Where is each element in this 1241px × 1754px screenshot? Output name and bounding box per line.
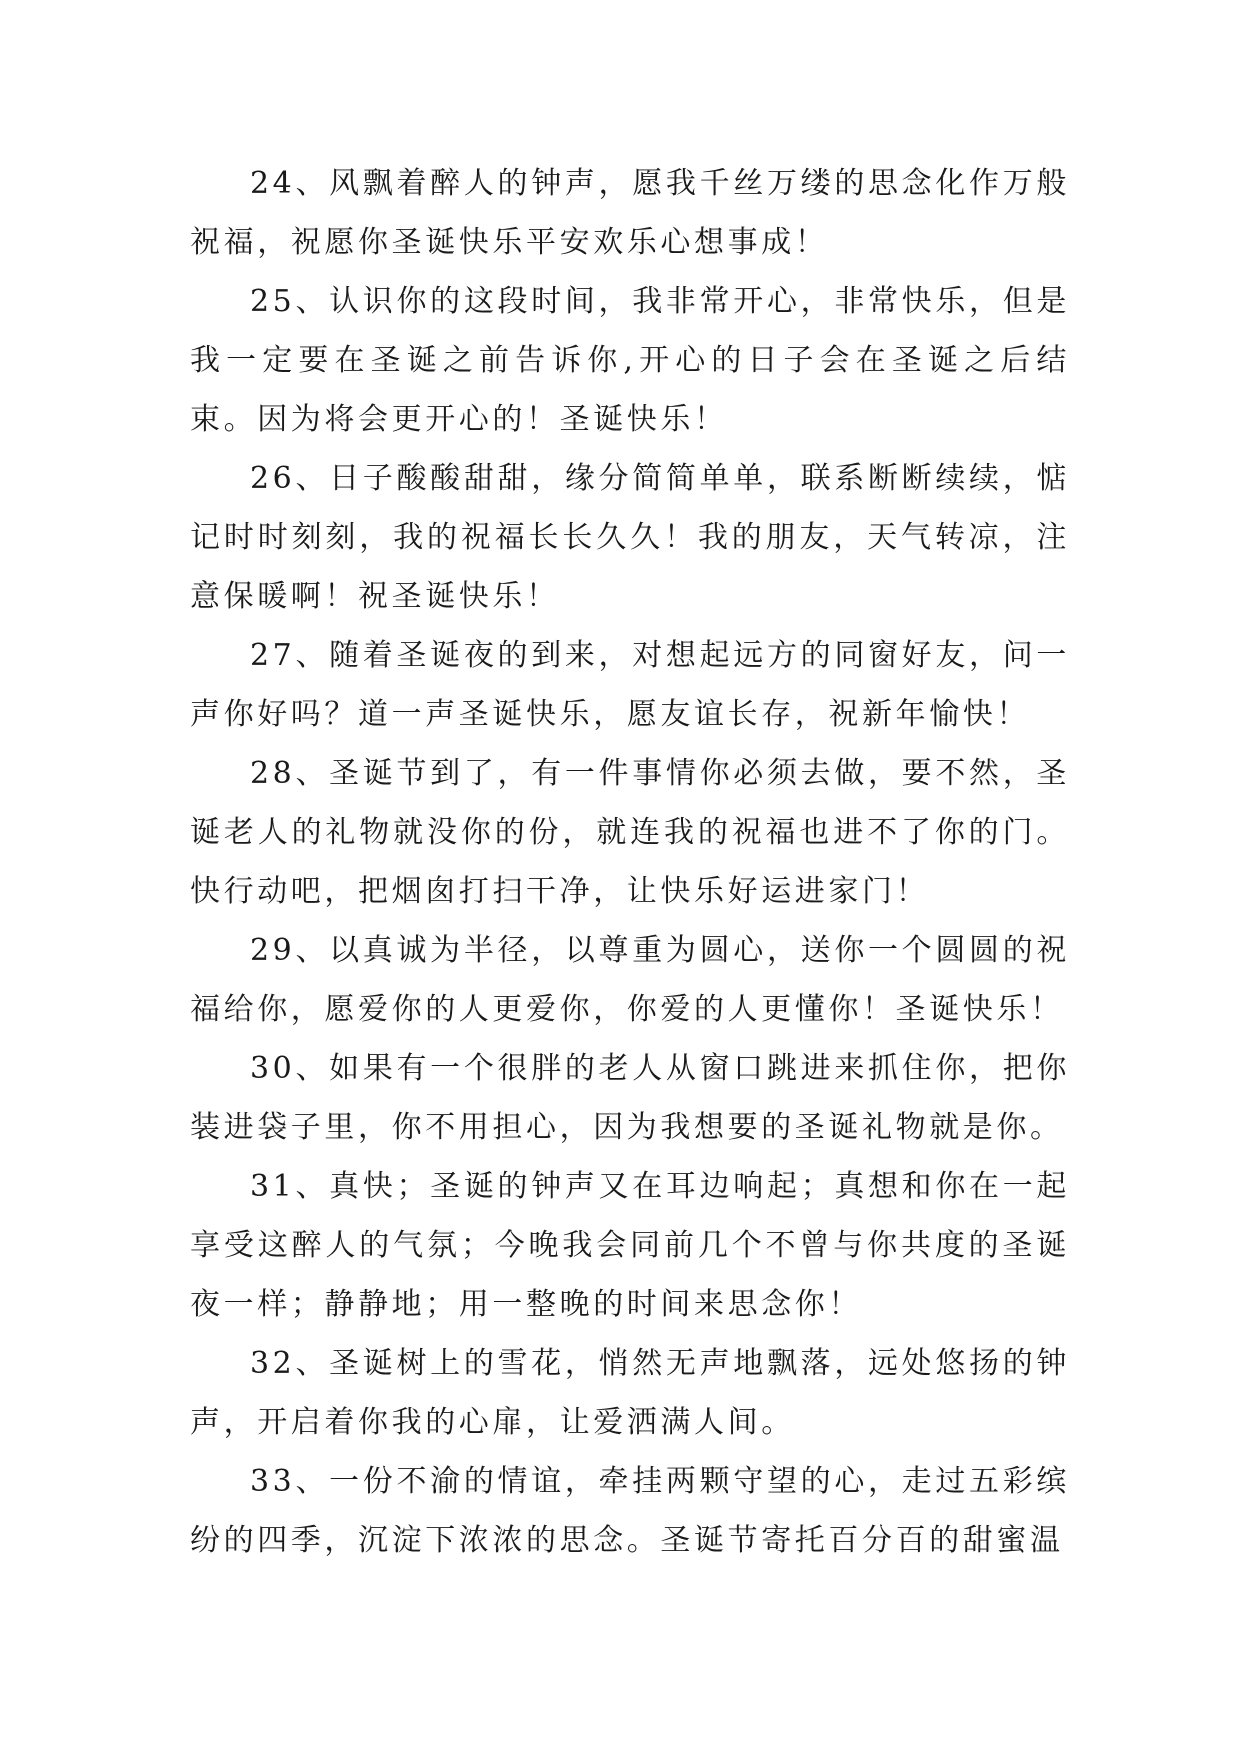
paragraph-28: 28、圣诞节到了，有一件事情你必须去做，要不然，圣诞老人的礼物就没你的份，就连我的祝福也进不了你的门。快行动吧，把烟囱打扫干净，让快乐好运进家门！ (190, 756, 1070, 909)
paragraph-24: 24、风飘着醉人的钟声，愿我千丝万缕的思念化作万般祝福，祝愿你圣诞快乐平安欢乐心想事成！ (190, 166, 1070, 260)
paragraph-25: 25、认识你的这段时间，我非常开心，非常快乐，但是我一定要在圣诞之前告诉你,开心的日子会在圣诞之后结束。因为将会更开心的！圣诞快乐！ (190, 284, 1070, 437)
paragraph-31: 31、真快；圣诞的钟声又在耳边响起；真想和你在一起享受这醉人的气氛；今晚我会同前几个不曾与你共度的圣诞夜一样；静静地；用一整晚的时间来思念你！ (190, 1169, 1070, 1322)
paragraph-26: 26、日子酸酸甜甜，缘分简简单单，联系断断续续，惦记时时刻刻，我的祝福长长久久！我的朋友，天气转凉，注意保暖啊！祝圣诞快乐！ (190, 461, 1070, 614)
paragraph-29: 29、以真诚为半径，以尊重为圆心，送你一个圆圆的祝福给你，愿爱你的人更爱你，你爱的人更懂你！圣诞快乐！ (190, 933, 1070, 1027)
paragraph-32: 32、圣诞树上的雪花，悄然无声地飘落，远处悠扬的钟声，开启着你我的心扉，让爱洒满人间。 (190, 1346, 1070, 1440)
paragraph-30: 30、如果有一个很胖的老人从窗口跳进来抓住你，把你装进袋子里，你不用担心，因为我想要的圣诞礼物就是你。 (190, 1051, 1070, 1145)
paragraph-27: 27、随着圣诞夜的到来，对想起远方的同窗好友，问一声你好吗？道一声圣诞快乐，愿友谊长存，祝新年愉快！ (190, 638, 1070, 732)
paragraph-33: 33、一份不渝的情谊，牵挂两颗守望的心，走过五彩缤纷的四季，沉淀下浓浓的思念。圣诞节寄托百分百的甜蜜温 (190, 1464, 1070, 1558)
document-body (190, 154, 1070, 1570)
